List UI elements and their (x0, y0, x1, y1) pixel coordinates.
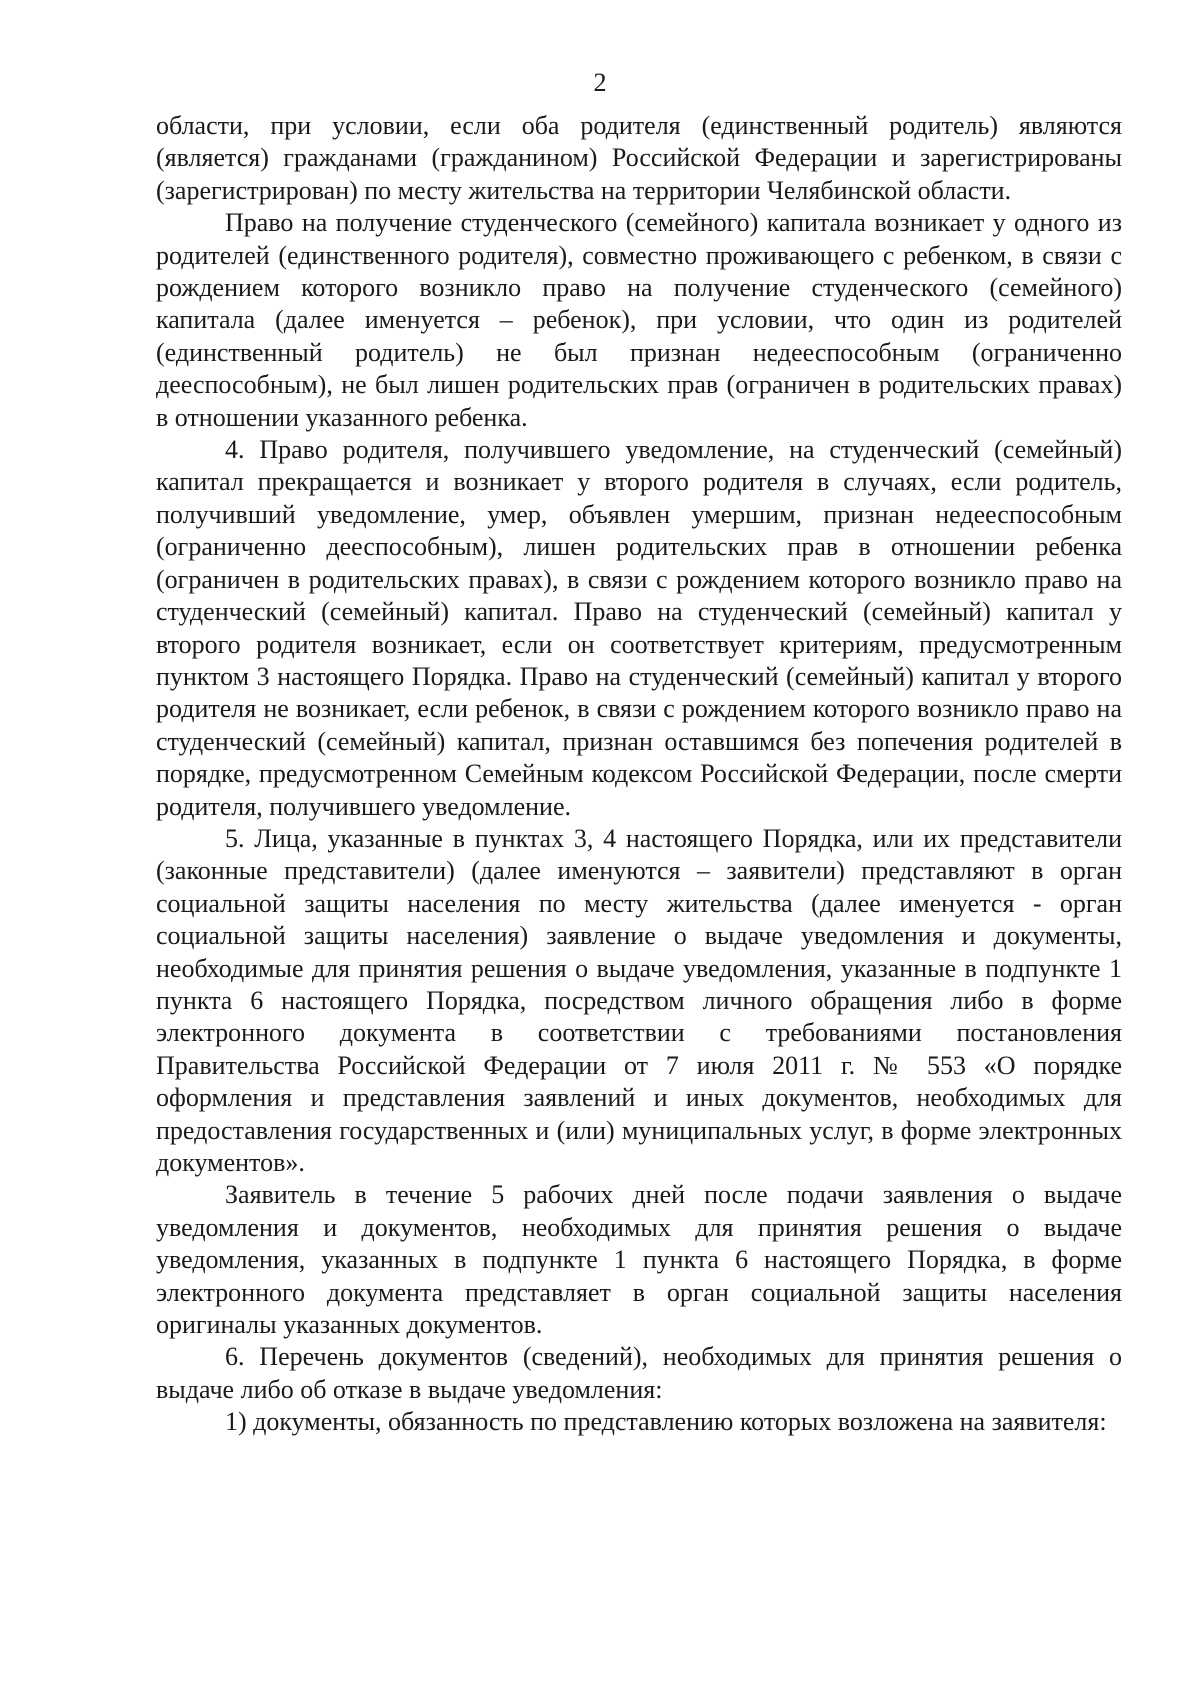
page-number: 2 (593, 68, 607, 97)
paragraph-item-4: 4. Право родителя, получившего уведомление, на студенческий (семейный) капитал прекращается и возникает у второго родителя в случаях, если родитель, получивший уведомление, умер, объявлен умершим, признан недееспособным (ограниченно дееспособным), лишен родительских прав в отношении ребенка (ограничен в родительских правах), в связи с рождением которого возникло право на студенческий (семейный) капитал. Право на студенческий (семейный) капитал у второго родителя возникает, если он соответствует критериям, предусмотренным пунктом 3 настоящего Порядка. Право на студенческий (семейный) капитал у второго родителя не возникает, если ребенок, в связи с рождением которого возникло право на студенческий (семейный) капитал, признан оставшимся без попечения родителей в порядке, предусмотренном Семейным кодексом Российской Федерации, после смерти родителя, получившего уведомление. (156, 435, 1122, 821)
paragraph-right-to-capital: Право на получение студенческого (семейного) капитала возникает у одного из родителей (единственного родителя), совместно проживающего с ребенком, в связи с рождением которого возникло право на получение студенческого (семейного) капитала (далее именуется – ребенок), при условии, что один из родителей (единственный родитель) не был признан недееспособным (ограниченно дееспособным), не был лишен родительских прав (ограничен в родительских правах) в отношении указанного ребенка. (156, 208, 1122, 432)
paragraph-applicant-originals: Заявитель в течение 5 рабочих дней после подачи заявления о выдаче уведомления и документов, необходимых для принятия решения о выдаче уведомления, указанных в подпункте 1 пункта 6 настоящего Порядка, в форме электронного документа представляет в орган социальной защиты населения оригиналы указанных документов. (156, 1180, 1122, 1340)
document-body (156, 110, 1122, 1439)
paragraph-item-6: 6. Перечень документов (сведений), необходимых для принятия решения о выдаче либо об отказе в выдаче уведомления: (156, 1342, 1122, 1404)
paragraph-eligibility-conditions: области, при условии, если оба родителя (единственный родитель) являются (является) гражданами (гражданином) Российской Федерации и зарегистрированы (зарегистрирован) по месту жительства на территории Челябинской области. (156, 111, 1122, 205)
paragraph-subitem-1: 1) документы, обязанность по представлению которых возложена на заявителя: (225, 1407, 1107, 1437)
paragraph-item-5: 5. Лица, указанные в пунктах 3, 4 настоящего Порядка, или их представители (законные представители) (далее именуются – заявители) представляют в орган социальной защиты населения по месту жительства (далее именуется - орган социальной защиты населения) заявление о выдаче уведомления и документы, необходимые для принятия решения о выдаче уведомления, указанные в подпункте 1 пункта 6 настоящего Порядка, посредством личного обращения либо в форме электронного документа в соответствии с требованиями постановления Правительства Российской Федерации от 7 июля 2011 г. № 553 «О порядке оформления и представления заявлений и иных документов, необходимых для предоставления государственных и (или) муниципальных услуг, в форме электронных документов». (156, 823, 1122, 1177)
